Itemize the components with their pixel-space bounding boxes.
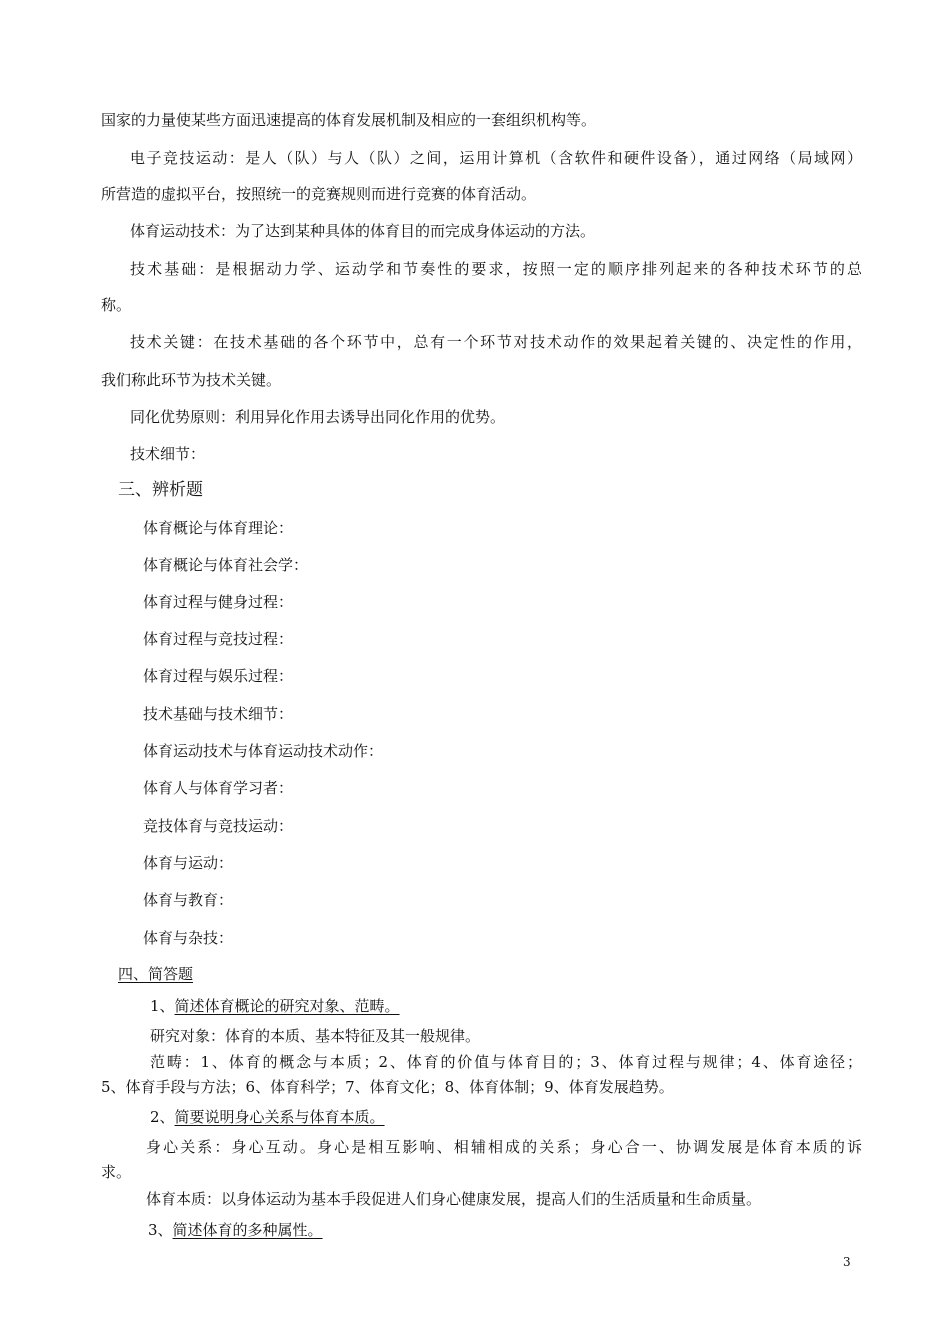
paragraph-intro-tail: 国家的力量使某些方面迅速提高的体育发展机制及相应的一套组织机构等。 [101, 111, 597, 129]
discrimination-item: 体育过程与竞技过程： [143, 630, 294, 648]
question-3 [148, 1220, 323, 1240]
paragraph-tech-basis-line1: 技术基础：是根据动力学、运动学和节奏性的要求，按照一定的顺序排列起来的各种技术环节的总 [130, 260, 862, 278]
question-1 [150, 996, 400, 1016]
discrimination-item: 体育与教育： [143, 891, 234, 909]
page-number: 3 [843, 1255, 851, 1269]
paragraph-esports-line2: 所营造的虚拟平台，按照统一的竞赛规则而进行竞赛的体育活动。 [101, 185, 537, 203]
discrimination-item: 体育过程与娱乐过程： [143, 667, 294, 685]
paragraph-sports-technique: 体育运动技术：为了达到某种具体的体育目的而完成身体运动的方法。 [130, 222, 596, 240]
discrimination-item: 体育过程与健身过程： [143, 593, 294, 611]
paragraph-esports-line1: 电子竞技运动：是人（队）与人（队）之间，运用计算机（含软件和硬件设备），通过网络（局域网） [130, 149, 862, 167]
discrimination-item: 技术基础与技术细节： [143, 705, 294, 723]
question-2 [150, 1107, 385, 1127]
discrimination-item: 体育与杂技： [143, 929, 234, 947]
question-1-number: 1、 [150, 997, 175, 1015]
paragraph-tech-key-line2: 我们称此环节为技术关键。 [101, 371, 282, 389]
section3-heading: 三、辨析题 [118, 480, 203, 500]
question-2-title: 简要说明身心关系与体育本质。 [174, 1108, 385, 1126]
discrimination-item: 体育与运动： [143, 854, 234, 872]
discrimination-item: 体育运动技术与体育运动技术动作： [143, 742, 384, 760]
question-1-title: 简述体育概论的研究对象、范畴。 [174, 997, 400, 1015]
discrimination-item: 体育概论与体育社会学： [143, 556, 309, 574]
answer-1-scope-line2: 5、体育手段与方法；6、体育科学；7、体育文化；8、体育体制；9、体育发展趋势。 [101, 1078, 674, 1096]
discrimination-item: 体育概论与体育理论： [143, 519, 294, 537]
answer-2-mind-body-line1: 身心关系：身心互动。身心是相互影响、相辅相成的关系；身心合一、协调发展是体育本质的诉 [146, 1138, 862, 1156]
section4-heading: 四、简答题 [118, 965, 194, 983]
question-3-title: 简述体育的多种属性。 [172, 1221, 323, 1239]
paragraph-tech-detail: 技术细节： [130, 445, 206, 463]
question-3-number: 3、 [148, 1221, 173, 1239]
answer-2-mind-body-line2: 求。 [101, 1163, 132, 1181]
discrimination-item: 体育人与体育学习者： [143, 779, 294, 797]
paragraph-assimilation: 同化优势原则：利用异化作用去诱导出同化作用的优势。 [130, 408, 506, 426]
answer-2-essence: 体育本质：以身体运动为基本手段促进人们身心健康发展，提高人们的生活质量和生命质量。 [146, 1190, 762, 1208]
discrimination-item: 竞技体育与竞技运动： [143, 817, 294, 835]
paragraph-tech-key-line1: 技术关键：在技术基础的各个环节中，总有一个环节对技术动作的效果起着关键的、决定性的作用， [130, 333, 862, 351]
answer-1-object: 研究对象：体育的本质、基本特征及其一般规律。 [150, 1027, 481, 1045]
paragraph-tech-basis-line2: 称。 [101, 296, 132, 314]
question-2-number: 2、 [150, 1108, 175, 1126]
answer-1-scope-line1: 范畴：1、体育的概念与本质；2、体育的价值与体育目的；3、体育过程与规律；4、体育途径； [150, 1053, 862, 1071]
